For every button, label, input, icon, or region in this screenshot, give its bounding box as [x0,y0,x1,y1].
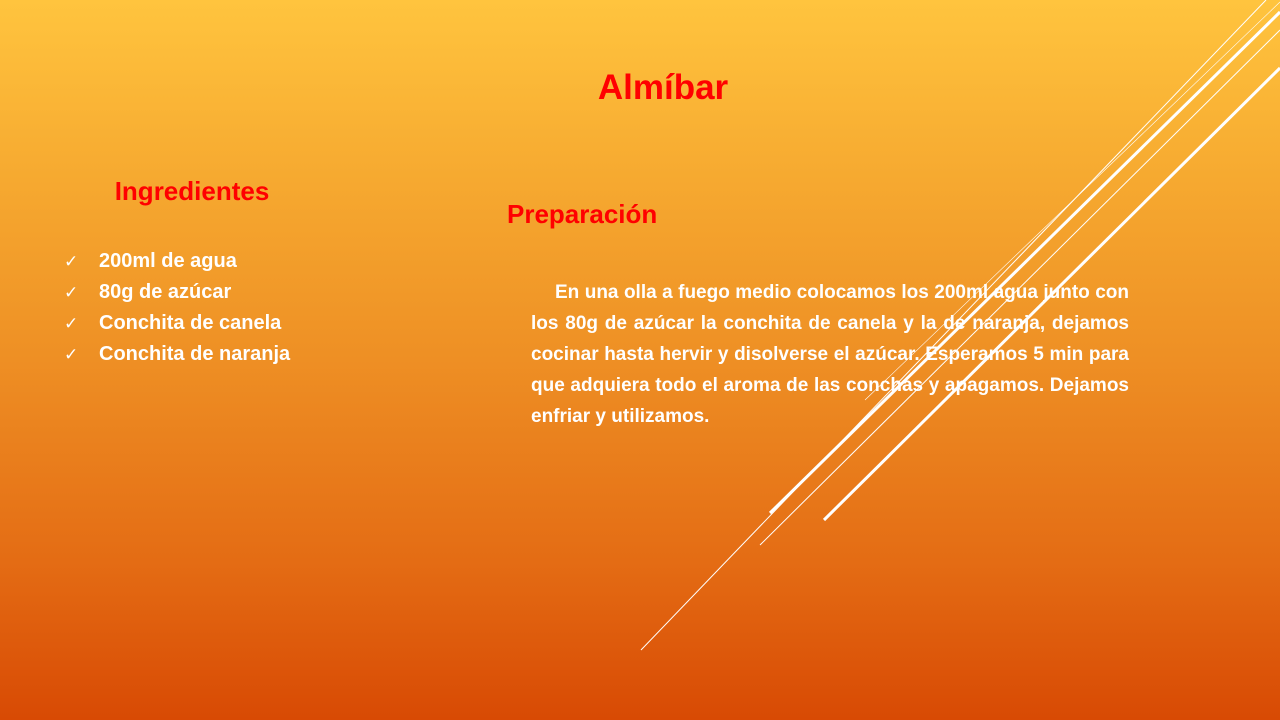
check-icon: ✓ [64,345,79,364]
ingredients-heading: Ingredientes [114,176,270,206]
ingredient-label: Conchita de canela [99,312,282,334]
slide-title: Almíbar [597,68,729,107]
ingredient-item [64,277,290,308]
preparation-text: En una olla a fuego medio colocamos los 200ml agua junto con los 80g de azúcar la conchita de canela y la de naranja, dejamos cocinar hasta hervir y disolverse el azúcar. Esperamos 5 min para que adquiera todo el aroma de las conchas y apagamos. Dejamos enfriar y utilizamos. [531,282,1129,427]
ingredient-item [64,339,290,370]
decorative-line [770,12,1280,513]
preparation-heading: Preparación [507,199,658,229]
ingredient-item [64,308,290,339]
ingredient-label: 200ml de agua [99,250,237,272]
check-icon: ✓ [64,314,79,333]
ingredients-list [64,246,290,370]
ingredient-item [64,246,290,277]
check-icon: ✓ [64,252,79,271]
ingredient-label: Conchita de naranja [99,343,291,365]
ingredient-label: 80g de azúcar [99,281,232,303]
check-icon: ✓ [64,283,79,302]
